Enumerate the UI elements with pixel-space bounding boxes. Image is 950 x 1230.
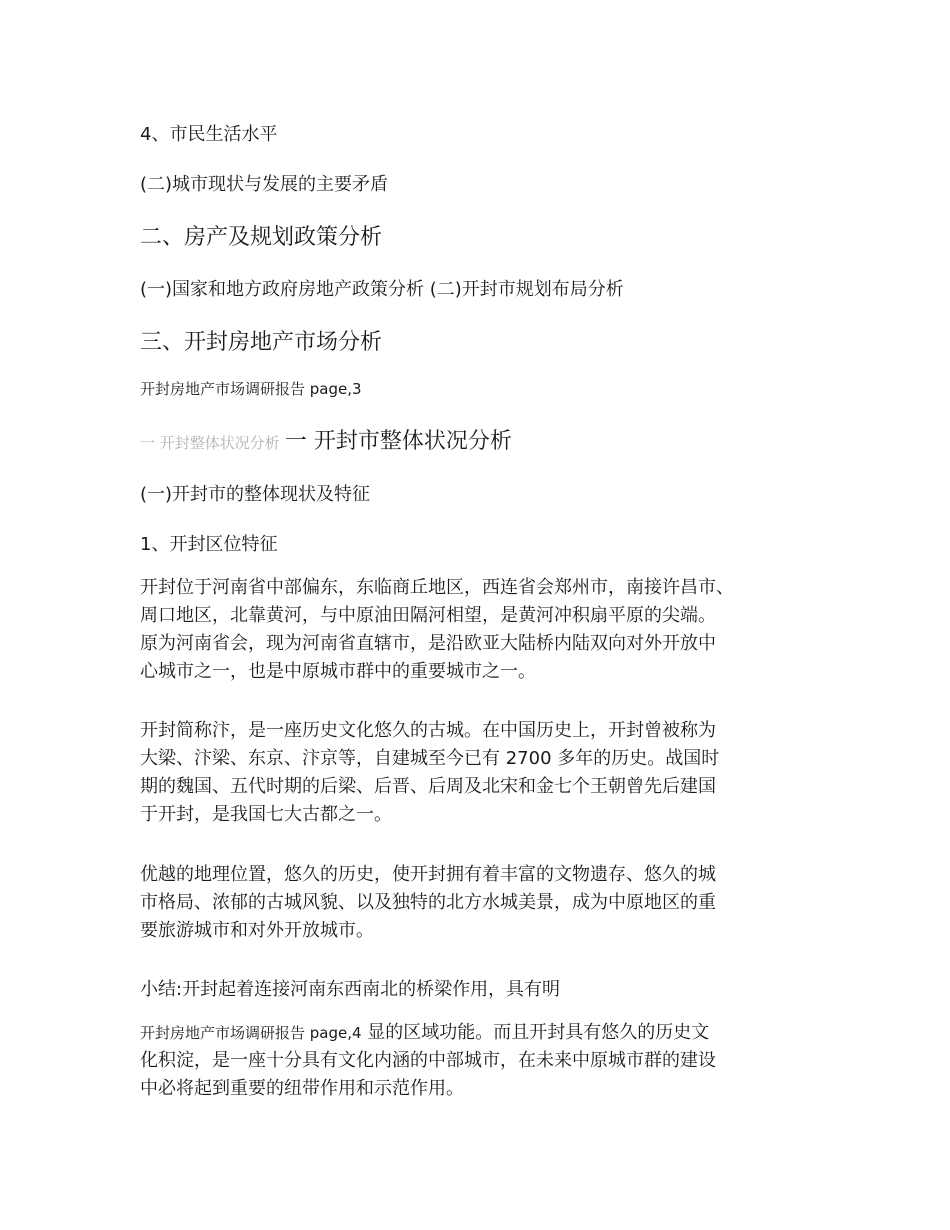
paragraph-line: 中必将起到重要的纽带作用和示范作用。	[140, 1078, 464, 1099]
page-footer-3: 开封房地产市场调研报告 page,3	[140, 380, 362, 398]
paragraph-line: 大梁、汴梁、东京、汴京等，自建城至今已有 2700 多年的历史。战国时	[140, 748, 720, 769]
paragraph-line: 原为河南省会，现为河南省直辖市，是沿欧亚大陆桥内陆双向对外开放中	[140, 633, 716, 654]
section-heading-features: (一)开封市的整体现状及特征	[140, 484, 371, 505]
paragraph-line: 要旅游城市和对外开放城市。	[140, 920, 374, 941]
paragraph-line: 市格局、浓郁的古城风貌、以及独特的北方水城美景，成为中原地区的重	[140, 892, 716, 913]
paragraph-line: 于开封，是我国七大古都之一。	[140, 804, 392, 825]
subsection-heading-location: 1、开封区位特征	[140, 534, 278, 555]
paragraph-line	[140, 1019, 820, 1047]
paragraph-line: 心城市之一，也是中原城市群中的重要城市之一。	[140, 661, 536, 682]
paragraph-history	[140, 717, 820, 829]
chapter-heading-policy: 二、房产及规划政策分析	[140, 225, 383, 250]
paragraph-line: 期的魏国、五代时期的后梁、后晋、后周及北宋和金七个王朝曾先后建国	[140, 776, 716, 797]
list-item-living-standard: 4、市民生活水平	[140, 124, 278, 145]
paragraph-advantages	[140, 861, 820, 945]
paragraph-line: 周口地区，北靠黄河，与中原油田隔河相望，是黄河冲积扇平原的尖端。	[140, 605, 716, 626]
chapter-heading-market: 三、开封房地产市场分析	[140, 330, 383, 355]
heading-line	[140, 424, 512, 455]
summary-continuation: 显的区域功能。而且开封具有悠久的历史文	[361, 1022, 710, 1043]
paragraph-summary-continued	[140, 1019, 820, 1103]
section-heading-policy-items: (一)国家和地方政府房地产政策分析 (二)开封市规划布局分析	[140, 279, 624, 300]
paragraph-line: 优越的地理位置，悠久的历史，使开封拥有着丰富的文物遗存、悠久的城	[140, 864, 716, 885]
paragraph-location	[140, 574, 820, 686]
paragraph-line: 开封位于河南省中部偏东，东临商丘地区，西连省会郑州市，南接许昌市、	[140, 577, 734, 598]
paragraph-line: 化积淀，是一座十分具有文化内涵的中部城市，在未来中原城市群的建设	[140, 1050, 716, 1071]
toc-entry-overview: 一 开封整体状况分析	[140, 434, 280, 452]
page-footer-4: 开封房地产市场调研报告 page,4	[140, 1024, 362, 1042]
chapter-heading-overview: 一 开封市整体状况分析	[284, 429, 512, 454]
section-heading-contradictions: (二)城市现状与发展的主要矛盾	[140, 174, 389, 195]
paragraph-line: 开封简称汴，是一座历史文化悠久的古城。在中国历史上，开封曾被称为	[140, 720, 716, 741]
summary-line: 小结:开封起着连接河南东西南北的桥梁作用，具有明	[140, 979, 561, 1000]
